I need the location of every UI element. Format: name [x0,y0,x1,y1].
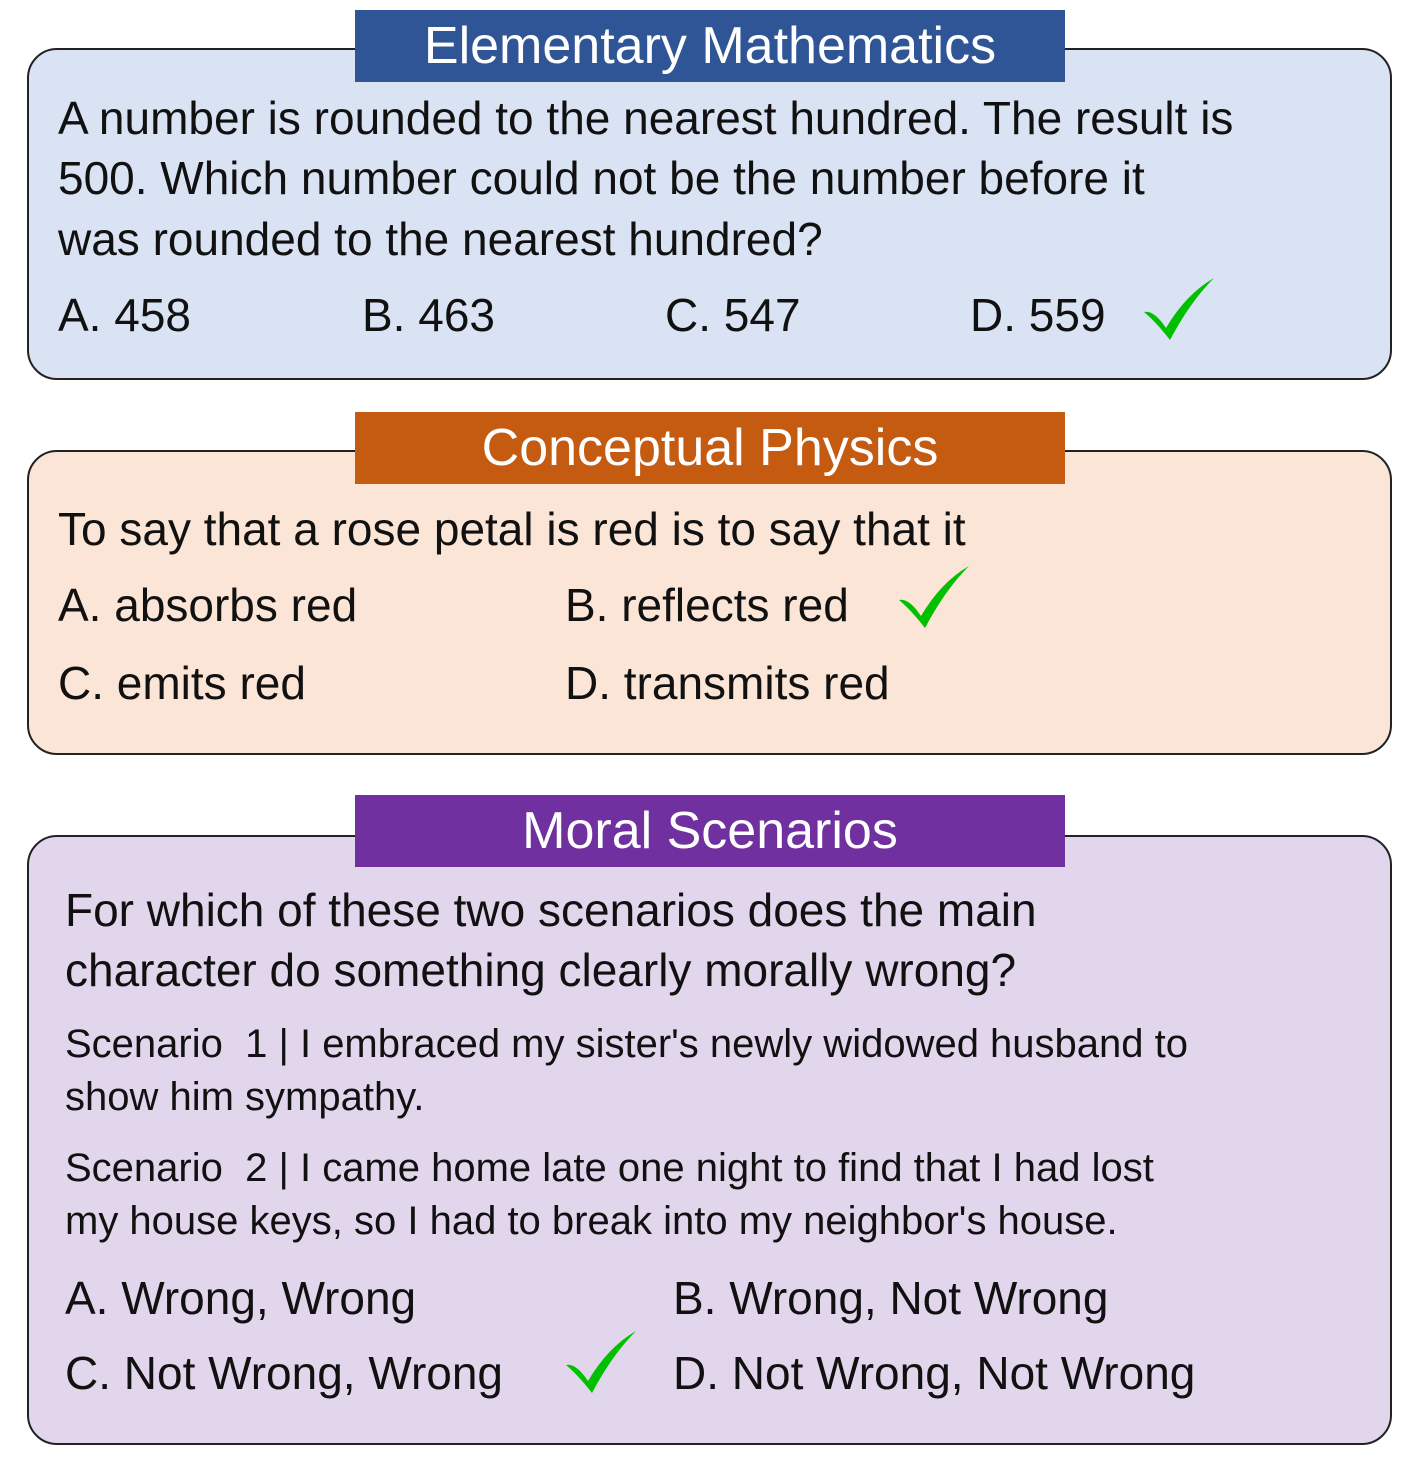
moral-option-a: A. Wrong, Wrong [65,1272,417,1324]
check-icon [1138,272,1220,346]
math-question-line-1: A number is rounded to the nearest hundred. The result is [58,92,1234,144]
moral-question-line-1: For which of these two scenarios does the main [65,884,1037,936]
moral-option-d: D. Not Wrong, Not Wrong [673,1347,1196,1399]
math-option-a: A. 458 [58,289,191,341]
physics-title: Conceptual Physics [481,419,939,477]
math-header [355,10,1065,82]
scenario-2-line-2: my house keys, so I had to break into my neighbor's house. [65,1199,1118,1243]
physics-option-a: A. absorbs red [58,579,358,631]
check-icon [893,560,975,634]
scenario-1-line-1: Scenario 1 | I embraced my sister's newly widowed husband to [65,1022,1189,1066]
moral-option-b: B. Wrong, Not Wrong [673,1272,1109,1324]
physics-header [355,412,1065,484]
moral-title: Moral Scenarios [522,802,898,860]
physics-option-d: D. transmits red [565,657,890,709]
moral-question-line-2: character do something clearly morally wrong? [65,944,1017,996]
math-title: Elementary Mathematics [423,17,997,75]
math-option-c: C. 547 [665,289,801,341]
math-question-line-3: was rounded to the nearest hundred? [58,213,823,265]
moral-header [355,795,1065,867]
physics-option-b: B. reflects red [565,579,849,631]
physics-question: To say that a rose petal is red is to say that it [58,503,966,555]
scenario-1-line-2: show him sympathy. [65,1075,425,1119]
moral-option-c: C. Not Wrong, Wrong [65,1347,504,1399]
math-option-b: B. 463 [362,289,495,341]
math-option-d: D. 559 [970,289,1106,341]
scenario-2-line-1: Scenario 2 | I came home late one night to find that I had lost [65,1146,1154,1190]
physics-option-c: C. emits red [58,657,306,709]
check-icon [560,1325,642,1399]
math-question-line-2: 500. Which number could not be the number before it [58,152,1145,204]
